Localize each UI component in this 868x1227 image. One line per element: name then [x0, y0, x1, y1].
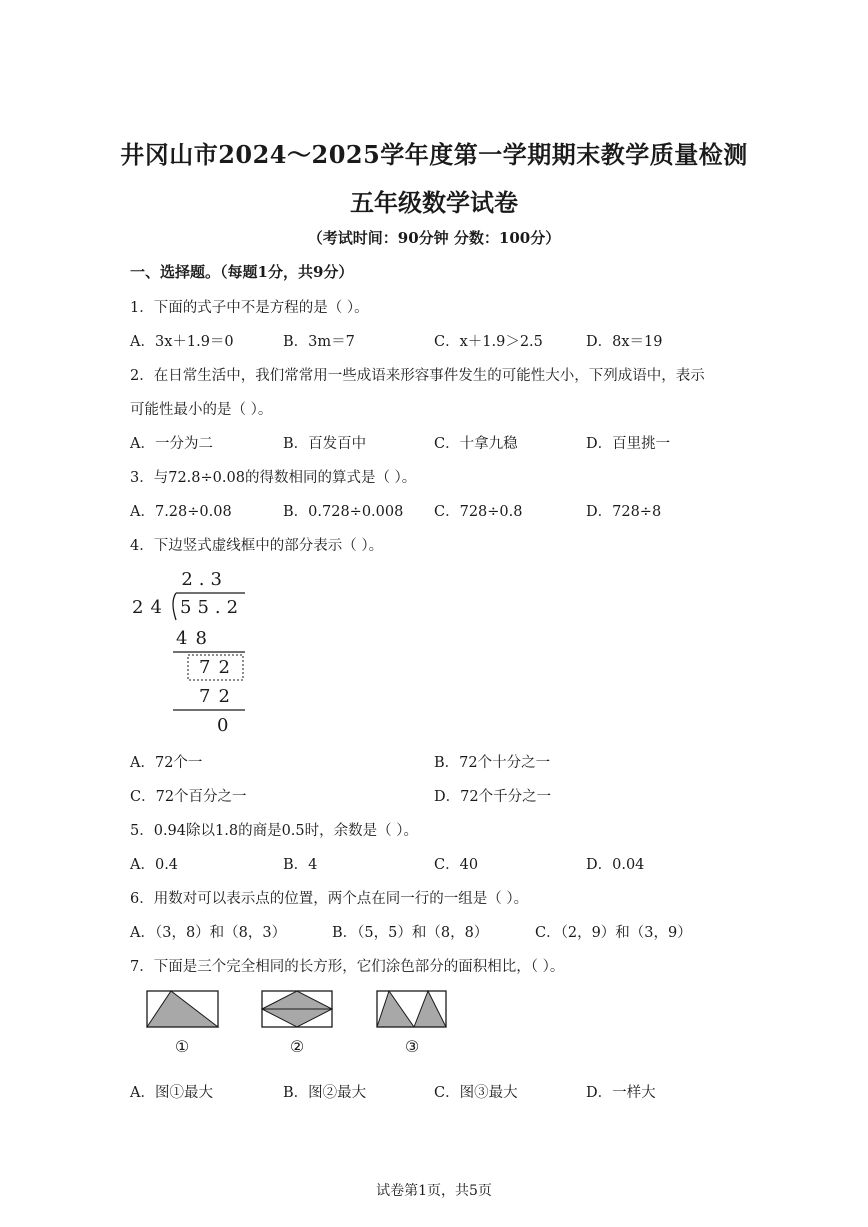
- q2-option-a: A．一分为二: [130, 436, 213, 452]
- q1-option-c: C．x＋1.9＞2.5: [434, 334, 543, 350]
- q5-option-c: C．40: [434, 857, 479, 873]
- q3-option-a: A．7.28÷0.08: [130, 504, 232, 520]
- q3-option-b: B．0.728÷0.008: [283, 504, 404, 520]
- question-2-stem-line1: 2．在日常生活中，我们常常用一些成语来形容事件发生的可能性大小，下列成语中，表示: [130, 368, 705, 384]
- question-4-stem: 4．下边竖式虚线框中的部分表示（ ）。: [130, 538, 384, 554]
- figure-3-label: ③: [404, 1037, 420, 1056]
- question-1-stem: 1．下面的式子中不是方程的是（ ）。: [130, 300, 369, 316]
- shaded-triangle-left: [377, 991, 414, 1027]
- q1-option-a: A．3x＋1.9＝0: [130, 334, 234, 350]
- figure-1: [147, 991, 218, 1056]
- long-division-figure: [128, 562, 258, 742]
- exam-subtitle: 五年级数学试卷: [350, 188, 518, 217]
- page-footer: 试卷第1页，共5页: [376, 1183, 492, 1199]
- q7-option-c: C．图③最大: [434, 1085, 518, 1101]
- division-step3: 72: [199, 686, 238, 707]
- q2-option-d: D．百里挑一: [586, 436, 671, 452]
- question-7-stem: 7．下面是三个完全相同的长方形，它们涂色部分的面积相比，（ ）。: [130, 959, 565, 975]
- figure-2: [262, 991, 332, 1056]
- q5-option-d: D．0.04: [586, 857, 645, 873]
- shaded-triangle: [147, 991, 218, 1027]
- q4-option-b: B．72个十分之一: [434, 755, 551, 771]
- q4-option-a: A．72个一: [130, 755, 203, 771]
- q6-option-c: C．（2，9）和（3，9）: [535, 925, 692, 941]
- question-3-stem: 3．与72.8÷0.08的得数相同的算式是（ ）。: [130, 470, 417, 486]
- q2-option-c: C．十拿九稳: [434, 436, 518, 452]
- division-step1: 48: [176, 628, 215, 649]
- q5-option-a: A．0.4: [130, 857, 179, 873]
- division-divisor: 24: [132, 597, 169, 618]
- q2-option-b: B．百发百中: [283, 436, 367, 452]
- q5-option-b: B．4: [283, 857, 318, 873]
- question-5-stem: 5．0.94除以1.8的商是0.5时，余数是（ ）。: [130, 823, 418, 839]
- figure-3: [377, 991, 446, 1056]
- exam-info: （考试时间：90分钟 分数：100分）: [307, 229, 561, 247]
- q6-option-b: B．（5，5）和（8，8）: [332, 925, 489, 941]
- q4-option-c: C．72个百分之一: [130, 789, 247, 805]
- division-step2-boxed: 72: [199, 657, 238, 678]
- q7-option-a: A．图①最大: [130, 1085, 213, 1101]
- figure-2-label: ②: [289, 1037, 305, 1056]
- section-heading: 一、选择题。（每题1分，共9分）: [130, 263, 354, 281]
- exam-title: 井冈山市2024～2025学年度第一学期期末教学质量检测: [120, 140, 748, 169]
- q3-option-d: D．728÷8: [586, 504, 662, 520]
- division-remainder: 0: [217, 715, 229, 736]
- q3-option-c: C．728÷0.8: [434, 504, 523, 520]
- shaded-triangle-right: [414, 991, 446, 1027]
- question-6-stem: 6．用数对可以表示点的位置，两个点在同一行的一组是（ ）。: [130, 891, 529, 907]
- q7-option-d: D．一样大: [586, 1085, 656, 1101]
- division-quotient: 2.3: [181, 569, 228, 590]
- q6-option-a: A．（3，8）和（8，3）: [130, 925, 287, 941]
- q1-option-b: B．3m＝7: [283, 334, 355, 350]
- question-2-stem-line2: 可能性最小的是（ ）。: [130, 402, 273, 418]
- rectangles-figure: [145, 990, 450, 1060]
- q4-option-d: D．72个千分之一: [434, 789, 552, 805]
- figure-1-label: ①: [174, 1037, 190, 1056]
- division-dividend: 55.2: [180, 597, 245, 618]
- q1-option-d: D．8x＝19: [586, 334, 663, 350]
- q7-option-b: B．图②最大: [283, 1085, 367, 1101]
